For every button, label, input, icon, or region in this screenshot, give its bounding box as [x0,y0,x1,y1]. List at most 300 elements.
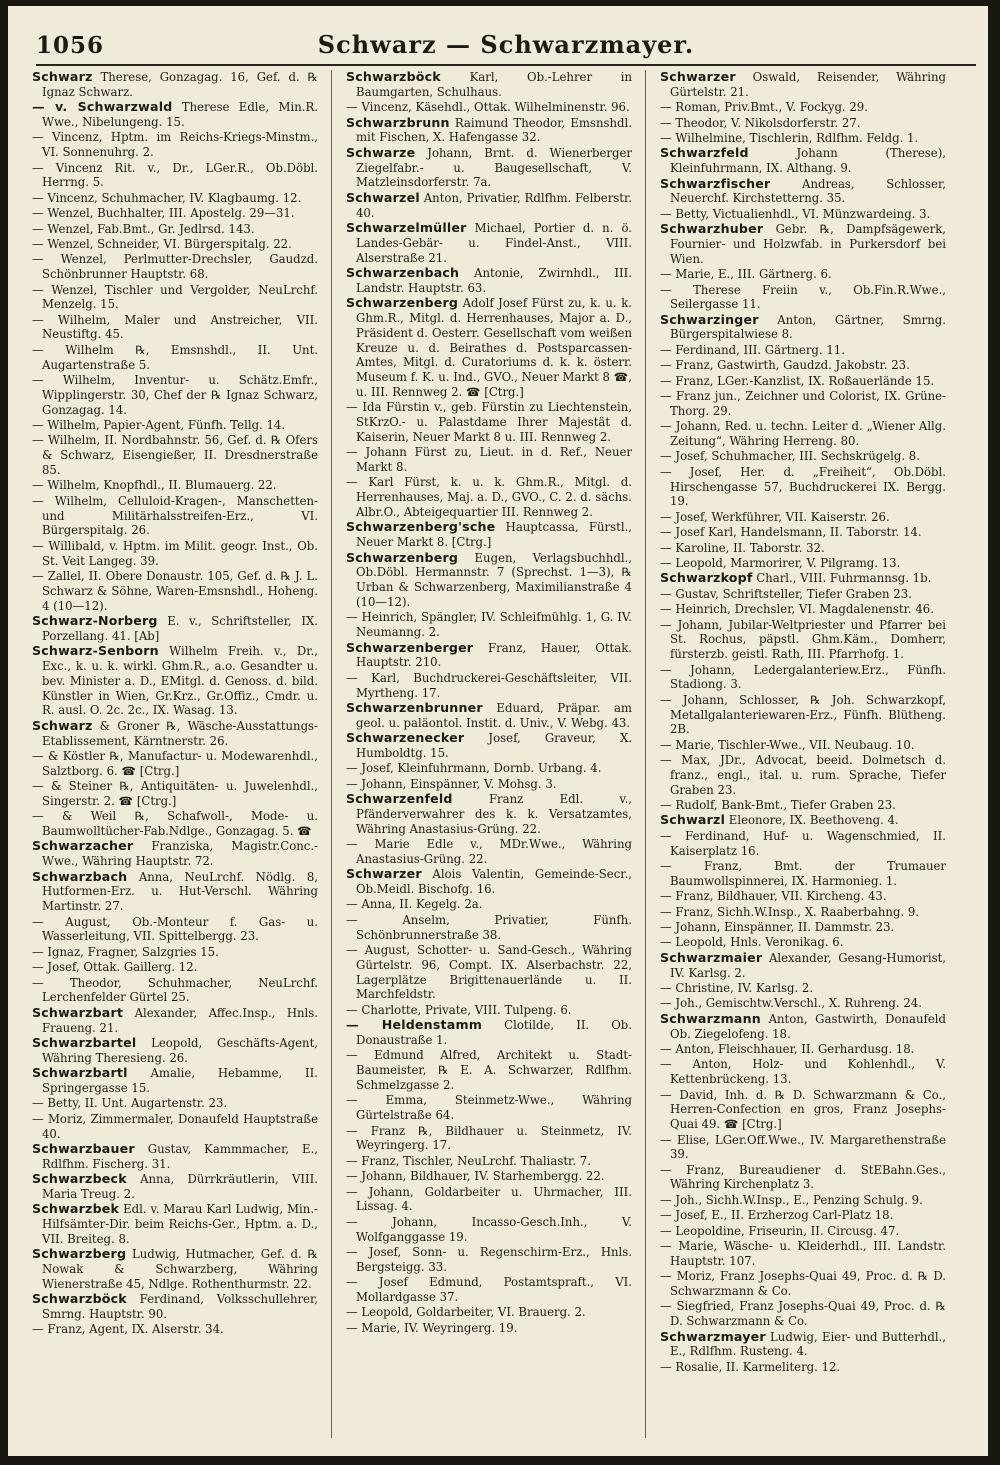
entry-details: — Franz, LGer.-Kanzlist, IX. Roßauerlände 15. [660,373,935,388]
directory-entry [660,510,946,525]
entry-details: Anton, Privatier, Rdlfhm. Felberstr. 40. [356,190,632,220]
directory-entry [346,1124,632,1154]
directory-entry [346,221,632,265]
directory-entry [346,1048,632,1092]
directory-entry [660,343,946,358]
entry-details: — Zallel, II. Obere Donaustr. 105, Gef. d. ℞ J. L. Schwarz & Söhne, Waren-Emsnshdl., Hoheng. 4 (10—12). [32,568,318,613]
entry-details: — Josef, Her. d. „Freiheit“, Ob.Döbl. Hirschengasse 57, Buchdruckerei IX. Bergg. 19. [660,464,946,509]
directory-entry [346,913,632,943]
entry-details: — Heinrich, Drechsler, VI. Magdalenenstr. 46. [660,602,934,617]
directory-entry [660,358,946,373]
entry-surname: — v. Schwarzwald [32,99,173,115]
directory-entry [346,100,632,115]
directory-entry [660,1163,946,1193]
entry-surname: Schwarzelmüller [346,219,467,235]
entry-surname: Schwarzbauer [32,1140,135,1156]
entry-details: Anton, Gärtner, Smrng. Bürgerspitalwiese 8. [670,312,946,342]
entry-details: — & Köstler ℞, Manufactur- u. Modewarenhdl., Salztborg. 6. ☎ [Ctrg.] [32,748,318,778]
directory-entry [660,100,946,115]
directory-entry [346,296,632,400]
entry-details: — Roman, Priv.Bmt., V. Fockyg. 29. [660,100,868,115]
directory-entry [346,1321,632,1336]
entry-details: Johann (Therese), Kleinfuhrmann, IX. Althang. 9. [670,146,946,176]
entry-details: — Vincenz, Käsehdl., Ottak. Wilhelminenstr. 96. [346,100,630,115]
directory-entry [660,541,946,556]
entry-surname: Schwarzmann [660,1010,761,1026]
entry-details: — Wilhelm, Inventur- u. Schätz.Emfr., Wipplingerstr. 30, Chef der ℞ Ignaz Schwarz, Gonzagag. 14. [32,373,318,417]
entry-surname: Schwarzenfeld [346,791,453,807]
entry-details: — Vincenz Rit. v., Dr., LGer.R., Ob.Döbl. Herrng. 5. [32,160,318,190]
directory-entry [660,70,946,100]
entry-surname: Schwarzbach [32,868,128,884]
directory-entry [32,644,318,718]
entry-details: — Marie, Tischler-Wwe., VII. Neubaug. 10. [660,737,915,752]
entry-details: — Karoline, II. Taborstr. 32. [660,540,825,555]
entry-details: Raimund Theodor, Emsnshdl. mit Fischen, X. Hafengasse 32. [356,115,632,145]
directory-entry [32,1142,318,1172]
entry-details: Eleonore, IX. Beethoveng. 4. [725,813,899,828]
directory-entry [32,1096,318,1111]
entry-details: — Johann, Red. u. techn. Leiter d. „Wiener Allg. Zeitung“, Währing Herreng. 80. [660,419,946,449]
entry-details: — Anton, Fleischhauer, II. Gerhardusg. 18. [660,1041,915,1056]
directory-entry [660,738,946,753]
entry-details: — Ida Fürstin v., geb. Fürstin zu Liechtenstein, StKrzO.- u. Palastdame Ihrer Majestät d. Kaiserin, Neuer Markt 8 u. III. Rennweg 2. [346,400,632,444]
entry-details: Charl., VIII. Fuhrmannsg. 1b. [752,571,932,586]
directory-entry [346,146,632,190]
entry-details: — Josef, Werkführer, VII. Kaiserstr. 26. [660,509,890,524]
entry-details: — Moriz, Zimmermaler, Donaufeld Hauptstraße 40. [32,1111,318,1141]
directory-entry [346,191,632,221]
entry-details: — David, Inh. d. ℞ D. Schwarzmann & Co., Herren-Confection en gros, Franz Josephs-Quai 49. ☎ [Ctrg.] [660,1087,946,1132]
entry-details: Josef, Graveur, X. Humboldtg. 15. [356,731,632,760]
directory-entry [660,663,946,693]
entry-details: — Johann, Incasso-Gesch.Inh., V. Wolfganggasse 19. [346,1214,632,1244]
entry-details: — Rosalie, II. Karmeliterg. 12. [660,1359,841,1374]
entry-details: — Vincenz, Hptm. im Reichs-Kriegs-Minstm., VI. Sonnenuhrg. 2. [32,130,318,160]
directory-entry [660,131,946,146]
directory-entry [660,996,946,1011]
entry-details: Antonie, Zwirnhdl., III. Landstr. Hauptstr. 63. [356,265,632,295]
directory-entry [346,1093,632,1123]
entry-details: — Christine, IV. Karlsg. 2. [660,980,814,995]
directory-entry [660,1330,946,1360]
directory-entry [346,701,632,731]
directory-entry [660,419,946,449]
directory-entry [660,1057,946,1087]
entry-details: Clotilde, II. Ob. Donaustraße 1. [356,1018,632,1048]
directory-entry [32,976,318,1006]
directory-entry [32,1006,318,1036]
directory-entry [346,610,632,640]
entry-surname: Schwarzenberger [346,639,474,655]
entry-details: — Franz, Agent, IX. Alserstr. 34. [32,1322,224,1337]
directory-entry [660,798,946,813]
entry-details: Therese, Gonzagag. 16, Gef. d. ℞ Ignaz Schwarz. [42,70,318,99]
entry-details: — Karl, Buchdruckerei-Geschäftsleiter, VII. Myrtheng. 17. [346,670,632,700]
directory-entry [660,1224,946,1239]
entry-details: — Johann, Einspänner, V. Mohsg. 3. [346,776,557,791]
entry-details: — Johann, Goldarbeiter u. Uhrmacher, III. Lissag. 4. [346,1184,632,1214]
directory-entry [32,569,318,613]
directory-entry [346,777,632,792]
entry-details: — Emma, Steinmetz-Wwe., Währing Gürtelstraße 64. [346,1093,632,1123]
directory-entry [346,761,632,776]
entry-details: Franz Edl. v., Pfänderverwahrer des k. k. Versatzamtes, Währing Anastasius-Grüng. 22. [356,792,632,836]
entry-details: — Leopold, Goldarbeiter, VI. Brauerg. 2. [346,1305,586,1320]
directory-entry [660,556,946,571]
entry-surname: Schwarzenberg [346,295,459,311]
directory-entry [346,641,632,671]
directory-entry [660,374,946,389]
entry-details: — Josef, Sonn- u. Regenschirm-Erz., Hnls. Bergsteigg. 33. [346,1244,632,1274]
entry-details: Gebr. ℞, Dampfsägewerk, Fournier- und Holzwfab. in Purkersdorf bei Wien. [670,222,946,266]
entry-details: — Franz, Sichh.W.Insp., X. Raaberbahng. 9. [660,904,920,919]
entry-details: — Josef, Schuhmacher, III. Sechskrügelg. 8. [660,449,920,464]
directory-entry [32,283,318,313]
directory-entry [660,889,946,904]
entry-surname: Schwarzböck [346,70,441,84]
entry-surname: Schwarzenbrunner [346,699,483,715]
entry-details: Eduard, Präpar. am geol. u. paläontol. Instit. d. Univ., V. Webg. 43. [356,700,632,730]
column-divider [331,70,332,1438]
directory-entry [660,981,946,996]
directory-entry [32,100,318,130]
entry-details: — Wenzel, Perlmutter-Drechsler, Gaudzd. Schönbrunner Hauptstr. 68. [32,252,318,282]
directory-entry [32,539,318,569]
entry-details: — Moriz, Franz Josephs-Quai 49, Proc. d. ℞ D. Schwarzmann & Co. [660,1269,946,1299]
entry-details: — Karl Fürst, k. u. k. Ghm.R., Mitgl. d. Herrenhauses, Maj. a. D., GVO., C. 2. d. sächs. Albr.O., Abteigequartier III. Rennweg 2. [346,475,632,520]
directory-entry [660,389,946,419]
directory-entry [32,1202,318,1246]
entry-details: — Charlotte, Private, VIII. Tulpeng. 6. [346,1002,572,1017]
entry-details: — Josef, Kleinfuhrmann, Dornb. Urbang. 4. [346,761,602,776]
directory-entry [346,70,632,100]
entry-surname: Schwarzmayer [660,1328,766,1344]
page-header [36,26,976,66]
directory-entry [32,870,318,914]
entry-surname: Schwarz-Norberg [32,612,158,628]
entry-details: Therese Edle, Min.R. Wwe., Nibelungeng. 15. [42,100,318,129]
directory-entry [660,829,946,859]
directory-entry [346,266,632,296]
entry-details: Edl. v. Marau Karl Ludwig, Min.-Hilfsämter-Dir. beim Reichs-Ger., Hptm. a. D., VII. Breiteg. 8. [42,1202,318,1246]
directory-entry [660,116,946,131]
entry-details: Ferdinand, Volksschullehrer, Smrng. Hauptstr. 90. [42,1292,318,1322]
directory-entry [660,951,946,981]
entry-surname: Schwarzbek [32,1201,120,1217]
directory-entry [660,525,946,540]
entry-details: — Leopoldine, Friseurin, II. Circusg. 47. [660,1223,900,1238]
entry-details: Amalie, Hebamme, II. Springergasse 15. [42,1066,318,1095]
entry-surname: Schwarz [32,70,93,84]
directory-entry [32,1322,318,1337]
entry-details: Alois Valentin, Gemeinde-Secr., Ob.Meidl. Bischofg. 16. [356,867,632,897]
entry-details: — Josef Edmund, Postamtspraft., VI. Mollardgasse 37. [346,1275,632,1304]
directory-entry [32,494,318,538]
entry-details: — Wenzel, Tischler und Vergolder, NeuLrchf. Menzelg. 15. [32,282,318,312]
entry-surname: Schwarzfeld [660,145,749,161]
column-3 [660,70,946,1440]
entry-surname: Schwarzböck [32,1291,127,1307]
directory-entry [660,283,946,313]
entry-details: — Johann, Jubilar-Weltpriester und Pfarrer bei St. Rochus, päpstl. Ghm.Käm., Domherr, fürsterzb. geistl. Rath, III. Pfarrhofg. 1. [660,617,946,662]
directory-entry [346,1154,632,1169]
header-rule [36,64,976,66]
entry-details: — Heinrich, Spängler, IV. Schleifmühlg. 1, G. IV. Neumanng. 2. [346,610,632,640]
directory-entry [660,618,946,662]
entry-surname: Schwarz [32,717,93,733]
entry-details: — Johann, Schlosser, ℞ Joh. Schwarzkopf, Metallgalanteriewaren-Erz., Fünfh. Blütheng. 2B. [660,692,946,737]
entry-details: — Wenzel, Schneider, VI. Bürgerspitalg. 22. [32,236,292,251]
directory-entry [32,191,318,206]
entry-surname: Schwarzbartel [32,1035,137,1050]
directory-entry [32,433,318,477]
entry-details: Oswald, Reisender, Währing Gürtelstr. 21. [670,70,946,99]
entry-details: — Betty, Victualienhdl., VI. Münzwardeing. 3. [660,206,931,221]
entry-details: — Wilhelmine, Tischlerin, Rdlfhm. Feldg. 1. [660,130,919,145]
directory-entry [32,130,318,160]
entry-surname: Schwarzkopf [660,570,753,586]
entry-details: — Siegfried, Franz Josephs-Quai 49, Proc. d. ℞ D. Schwarzmann & Co. [660,1299,946,1329]
entry-details: — Marie, E., III. Gärtnerg. 6. [660,267,832,282]
directory-entry [660,1012,946,1042]
page-number: 1056 [36,32,105,59]
directory-entry [346,116,632,146]
entry-details: Alexander, Gesang-Humorist, IV. Karlsg. 2. [670,950,946,980]
entry-details: — Wenzel, Buchhalter, III. Apostelg. 29—31. [32,206,295,221]
entry-details: — Ferdinand, Huf- u. Wagenschmied, II. Kaiserplatz 16. [660,828,946,858]
entry-details: Adolf Josef Fürst zu, k. u. k. Ghm.R., Mitgl. d. Herrenhauses, Major a. D., Präsident d. Oesterr. Gesellschaft vom weißen Kreuze u. d. Beirathes d. Postsparcassen-Amtes, Mitgl. d. Curatoriums d. k. k. österr. Museum f. K. u. Ind., GVO., Neuer Markt 8 ☎, u. III. Rennweg 2. ☎ [Ctrg.] [356,296,632,399]
entry-surname: Schwarz-Senborn [32,643,159,659]
entry-details: Hauptcassa, Fürstl., Neuer Markt 8. [Ctrg.] [356,520,632,550]
entry-details: — Franz, Gastwirth, Gaudzd. Jakobstr. 23. [660,358,910,373]
entry-details: — Anton, Holz- und Kohlenhdl., V. Kettenbrückeng. 13. [660,1057,946,1087]
directory-entry [32,945,318,960]
entry-details: — Johann Fürst zu, Lieut. in d. Ref., Neuer Markt 8. [346,445,632,475]
entry-surname: Schwarzenberg'sche [346,519,496,535]
entry-details: — Edmund Alfred, Architekt u. Stadt-Baumeister, ℞ E. A. Schwarzer, Rdlfhm. Schmelzgasse 2. [346,1048,632,1093]
directory-entry [660,222,946,266]
directory-entry [346,1185,632,1215]
entry-details: — Marie, IV. Weyringerg. 19. [346,1320,518,1335]
entry-surname: Schwarzhuber [660,221,764,237]
entry-details: — Elise, LGer.Off.Wwe., IV. Margarethenstraße 39. [660,1132,946,1162]
entry-details: Gustav, Kammmacher, E., Rdlfhm. Fischerg. 31. [42,1141,318,1171]
entry-details: Anna, Dürrkräutlerin, VIII. Maria Treug. 2. [42,1172,318,1201]
entry-details: — Wilhelm, Celluloid-Kragen-, Manschetten- und Militärhalsstreifen-Erz., VI. Bürgerspitalg. 26. [32,493,318,538]
entry-details: — Johann, Einspänner, II. Dammstr. 23. [660,920,895,934]
directory-entry [660,693,946,737]
entry-details: — August, Ob.-Monteur f. Gas- u. Wasserleitung, VII. Spittelbergg. 23. [32,914,318,944]
directory-entry [346,943,632,1002]
directory-entry [660,935,946,950]
entry-details: — Leopold, Marmorirer, V. Pilgramg. 13. [660,555,901,570]
directory-entry [346,1018,632,1048]
directory-entry [346,792,632,836]
directory-entry [346,1305,632,1320]
column-2 [346,70,632,1440]
entry-details: — Wilhelm, Knopfhdl., II. Blumauerg. 22. [32,478,277,493]
directory-entry [346,520,632,550]
directory-entry [346,897,632,912]
entry-details: Ludwig, Eier- und Butterhdl., E., Rdlfhm. Rusteng. 4. [670,1329,946,1359]
entry-details: — Anna, II. Kegelg. 2a. [346,897,483,912]
directory-entry [32,313,318,343]
entry-surname: Schwarzenecker [346,730,465,746]
directory-entry [660,859,946,889]
directory-entry [32,839,318,869]
directory-entry [32,779,318,809]
entry-surname: Schwarzl [660,812,726,828]
entry-details: Franziska, Magistr.Conc.-Wwe., Währing Hauptstr. 72. [42,839,318,869]
directory-entry [32,252,318,282]
directory-entry [32,1172,318,1202]
entry-details: Michael, Portier d. n. ö. Landes-Gebär- u. Findel-Anst., VIII. Alserstraße 21. [356,220,632,265]
entry-details: — Anselm, Privatier, Fünfh. Schönbrunnerstraße 38. [346,912,632,942]
directory-entry [32,237,318,252]
directory-entry [660,1239,946,1269]
directory-entry [32,1112,318,1142]
directory-entry [660,920,946,935]
directory-entry [32,206,318,221]
directory-entry [32,222,318,237]
entry-details: — Franz ℞, Bildhauer u. Steinmetz, IV. Weyringerg. 17. [346,1123,632,1153]
directory-entry [346,731,632,761]
entry-details: — Wilhelm ℞, Emsnshdl., II. Unt. Augartenstraße 5. [32,342,318,372]
directory-entry [32,719,318,749]
entry-details: — Theodor, Schuhmacher, NeuLrchf. Lerchenfelder Gürtel 25. [32,975,318,1005]
directory-entry [346,475,632,519]
entry-surname: Schwarzbart [32,1004,124,1020]
entry-surname: Schwarzbrunn [346,114,450,130]
entry-details: — Ferdinand, III. Gärtnerg. 11. [660,342,845,357]
entry-details: Andreas, Schlosser, Neuerchf. Kirchstetterng. 35. [670,176,946,206]
entry-details: — Vincenz, Schuhmacher, IV. Klagbaumg. 12. [32,190,302,205]
directory-entry [346,445,632,475]
directory-entry [660,1208,946,1223]
directory-entry [660,571,946,586]
directory-entry [660,1360,946,1375]
entry-details: — Joh., Gemischtw.Verschl., X. Ruhreng. 24. [660,996,922,1011]
directory-entry [32,614,318,644]
directory-entry [32,373,318,417]
entry-surname: Schwarzinger [660,311,759,327]
entry-details: — Franz, Bmt. der Trumauer Baumwollspinnerei, IX. Harmonieg. 1. [660,859,946,888]
entry-details: Anton, Gastwirth, Donaufeld Ob. Ziegelofeng. 18. [670,1011,946,1041]
directory-entry [660,602,946,617]
entry-surname: Schwarzenberg [346,549,459,565]
directory-entry [32,161,318,191]
entry-surname: Schwarzenbach [346,264,460,280]
directory-entry [346,867,632,897]
entry-details: Anna, NeuLrchf. Nödlg. 8, Hutformen-Erz. u. Hut-Verschl. Währing Martinstr. 27. [42,869,318,914]
directory-entry [660,1269,946,1299]
entry-details: Leopold, Geschäfts-Agent, Währing Theresieng. 26. [42,1036,318,1065]
entry-surname: Schwarzer [346,866,422,882]
entry-details: — Franz jun., Zeichner und Colorist, IX. Grüne-Thorg. 29. [660,389,946,418]
directory-entry [32,1066,318,1096]
entry-details: — & Weil ℞, Schafwoll-, Mode- u. Baumwolltücher-Fab.Ndlge., Gonzagag. 5. ☎ [32,809,318,839]
entry-details: — August, Schotter- u. Sand-Gesch., Währing Gürtelstr. 96, Compt. IX. Alserbachstr. 22, Lagerplätze Brigittenauerlände u. II. Marchfeldstr. [346,943,632,1002]
entry-details: — Josef Karl, Handelsmann, II. Taborstr. 14. [660,525,922,540]
entry-details: — Josef, E., II. Erzherzog Carl-Platz 18. [660,1208,894,1223]
directory-entry [346,551,632,610]
directory-page [8,6,988,1456]
directory-entry [660,753,946,797]
entry-details: — Wilhelm, II. Nordbahnstr. 56, Gef. d. ℞ Ofers & Schwarz, Eisengießer, II. Dresdnerstraße 85. [32,433,318,478]
directory-entry [660,1193,946,1208]
directory-entry [346,1003,632,1018]
entry-details: — Franz, Bureaudiener d. StEBahn.Ges., Währing Kirchenplatz 3. [660,1162,946,1192]
entry-details: — Franz, Tischler, NeuLrchf. Thaliastr. 7. [346,1153,591,1168]
directory-entry [660,1299,946,1329]
directory-entry [32,1036,318,1066]
entry-details: — Franz, Bildhauer, VII. Kircheng. 43. [660,889,887,904]
directory-entry [32,1247,318,1291]
entry-details: — Josef, Ottak. Gaillerg. 12. [32,960,198,975]
directory-entry [32,70,318,100]
entry-surname: Schwarzberg [32,1246,127,1262]
entry-details: — Willibald, v. Hptm. im Milit. geogr. Inst., Ob. St. Veit Langeg. 39. [32,538,318,568]
directory-entry [660,313,946,343]
directory-entry [32,960,318,975]
directory-entry [346,837,632,867]
entry-details: — & Steiner ℞, Antiquitäten- u. Juwelenhdl., Singerstr. 2. ☎ [Ctrg.] [32,779,318,808]
directory-entry [32,809,318,839]
entry-details: — Max, JDr., Advocat, beeid. Dolmetsch d. franz., engl., ital. u. rum. Sprache, Tiefer Graben 23. [660,753,946,797]
entry-details: & Groner ℞, Wäsche-Ausstattungs-Etablissement, Kärntnerstr. 26. [42,718,318,748]
entry-details: — Johann, Ledergalanteriew.Erz., Fünfh. Stadiong. 3. [660,662,946,692]
entry-details: Eugen, Verlagsbuchhdl., Ob.Döbl. Hermannstr. 7 (Sprechst. 1—3), ℞ Urban & Schwarzenberg, Maximilianstraße 4 (10—12). [356,550,632,610]
entry-details: — Johann, Bildhauer, IV. Starhembergg. 22. [346,1169,605,1184]
directory-entry [32,749,318,779]
entry-details: — Marie Edle v., MDr.Wwe., Währing Anastasius-Grüng. 22. [346,837,632,866]
directory-entry [346,1169,632,1184]
directory-entry [346,1275,632,1305]
entry-surname: Schwarzbartl [32,1065,128,1081]
entry-details: Franz, Hauer, Ottak. Hauptstr. 210. [356,640,632,670]
entry-details: Johann, Brnt. d. Wienerberger Ziegelfabr.- u. Baugesellschaft, V. Matzleinsdorferstr. 7a. [356,145,632,190]
entry-details: — Leopold, Hnls. Veronikag. 6. [660,935,844,950]
entry-surname: Schwarzacher [32,838,134,854]
entry-details: — Ignaz, Fragner, Salzgries 15. [32,944,219,959]
directory-entry [660,1133,946,1163]
column-1 [32,70,318,1440]
entry-surname: Schwarzer [660,70,736,84]
directory-entry [660,465,946,509]
directory-entry [660,449,946,464]
entry-details: — Therese Freiin v., Ob.Fin.R.Wwe., Seilergasse 11. [660,282,946,312]
directory-entry [660,146,946,176]
entry-surname: Schwarzbeck [32,1171,127,1187]
entry-surname: Schwarzmaier [660,949,763,965]
directory-entry [346,1215,632,1245]
entry-surname: Schwarzfischer [660,175,771,191]
directory-entry [660,813,946,828]
directory-entry [346,400,632,444]
directory-entry [660,1042,946,1057]
directory-entry [660,905,946,920]
entry-details: — Wenzel, Fab.Bmt., Gr. Jedlrsd. 143. [32,221,255,236]
directory-entry [32,343,318,373]
directory-entry [346,1245,632,1275]
entry-details: — Wilhelm, Papier-Agent, Fünfh. Tellg. 14. [32,418,286,433]
entry-details: — Wilhelm, Maler und Anstreicher, VII. Neustiftg. 45. [32,312,318,342]
entry-details: Alexander, Affec.Insp., Hnls. Fraueng. 21. [42,1005,318,1035]
entry-details: Ludwig, Hutmacher, Gef. d. ℞ Nowak & Schwarzberg, Währing Wienerstraße 45, Ndlge. Rothenthurmstr. 22. [42,1247,318,1291]
directory-entry [660,207,946,222]
entry-details: — Rudolf, Bank-Bmt., Tiefer Graben 23. [660,798,896,813]
